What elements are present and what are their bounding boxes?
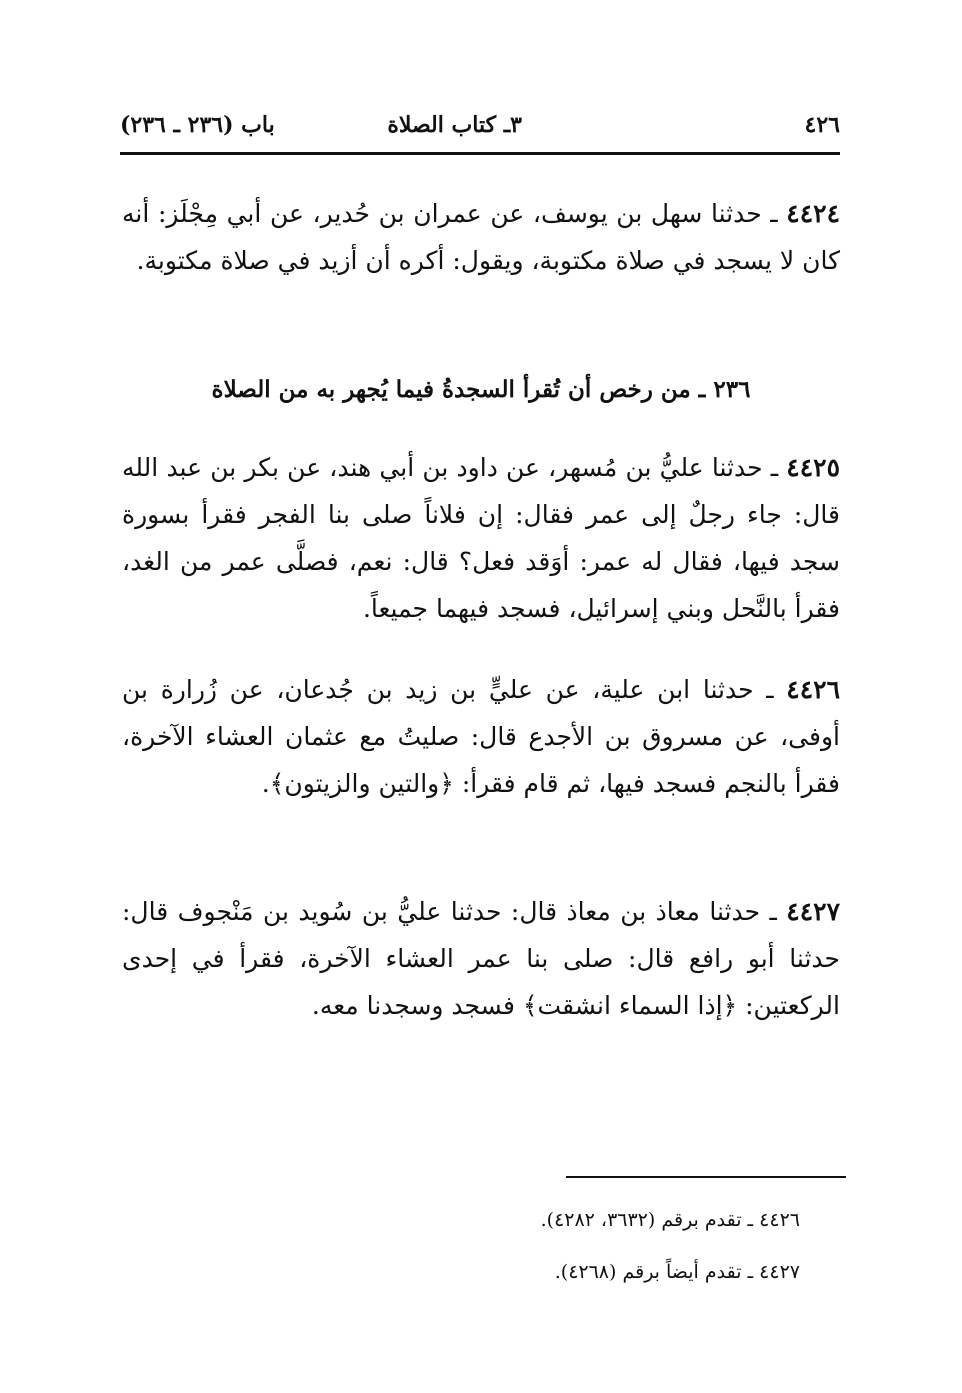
hadith-number: ٤٤٢٤ bbox=[786, 199, 840, 228]
footnote-4426: ٤٤٢٦ ـ تقدم برقم (٣٦٣٢، ٤٢٨٢). bbox=[540, 1209, 800, 1231]
hadith-text: ـ حدثنا ابن علية، عن عليٍّ بن زيد بن جُدعان، عن زُرارة بن أوفى، عن مسروق بن الأجدع قال: صليتُ مع عثمان العشاء الآخرة، فقرأ بالنجم فسجد فيها، ثم قام فقرأ: ﴿والتين والزيتون﴾. bbox=[122, 675, 840, 798]
hadith-number: ٤٤٢٦ bbox=[786, 675, 840, 704]
book-title: ٣ـ كتاب الصلاة bbox=[387, 112, 522, 138]
hadith-text: ـ حدثنا عليُّ بن مُسهر، عن داود بن أبي هند، عن بكر بن عبد الله قال: جاء رجلٌ إلى عمر فقال: إن فلاناً صلى بنا الفجر فقرأ بسورة سجد فيها، فقال له عمر: أوَقد فعل؟ قال: نعم، فصلَّى عمر من الغد، فقرأ بالنَّحل وبني إسرائيل، فسجد فيهما جميعاً. bbox=[122, 453, 840, 623]
header-divider bbox=[120, 152, 840, 155]
hadith-number: ٤٤٢٥ bbox=[786, 453, 840, 482]
page-header bbox=[120, 108, 840, 152]
hadith-4427 bbox=[122, 888, 840, 1029]
hadith-text: ـ حدثنا معاذ بن معاذ قال: حدثنا عليُّ بن سُويد بن مَنْجوف قال: حدثنا أبو رافع قال: صلى بنا عمر العشاء الآخرة، فقرأ في إحدى الركعتين: ﴿إذا السماء انشقت﴾ فسجد وسجدنا معه. bbox=[122, 897, 840, 1020]
hadith-number: ٤٤٢٧ bbox=[786, 897, 840, 926]
hadith-4425 bbox=[122, 444, 840, 632]
chapter-range: باب (٢٣٦ ـ ٢٣٦) bbox=[120, 112, 275, 138]
footnote-divider bbox=[566, 1176, 846, 1178]
footnote-4427: ٤٤٢٧ ـ تقدم أيضاً برقم (٤٢٦٨). bbox=[554, 1261, 800, 1283]
hadith-text: ـ حدثنا سهل بن يوسف، عن عمران بن حُدير، عن أبي مِجْلَز: أنه كان لا يسجد في صلاة مكتوبة، ويقول: أكره أن أزيد في صلاة مكتوبة. bbox=[122, 199, 840, 275]
chapter-heading: ٢٣٦ ـ من رخص أن تُقرأ السجدةُ فيما يُجهر به من الصلاة bbox=[211, 376, 751, 403]
hadith-4424 bbox=[122, 190, 840, 284]
hadith-4426 bbox=[122, 666, 840, 807]
page-number: ٤٢٦ bbox=[804, 112, 840, 138]
